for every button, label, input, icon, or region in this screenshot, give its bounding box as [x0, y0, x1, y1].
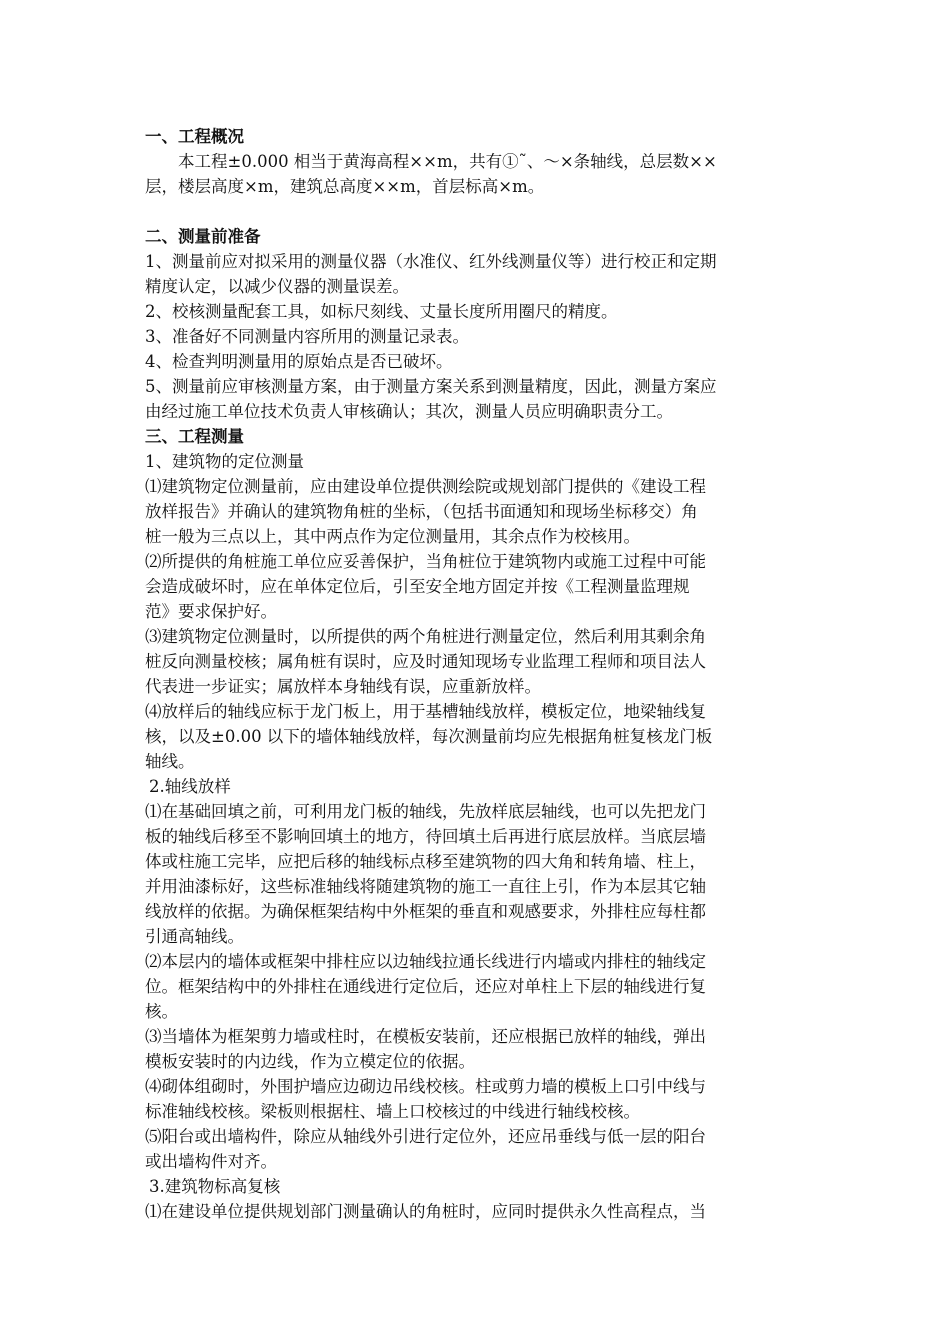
- positioning-item-1-line: 桩一般为三点以上，其中两点作为定位测量用，其余点作为校核用。: [145, 527, 640, 546]
- positioning-item-2-line: 会造成破坏时，应在单体定位后，引至安全地方固定并按《工程测量监理规: [145, 577, 690, 596]
- subsection-title-axis: 2.轴线放样: [149, 777, 231, 796]
- axis-item-5-line: 或出墙构件对齐。: [145, 1152, 277, 1171]
- prep-item-1-line: 1、测量前应对拟采用的测量仪器（水准仪、红外线测量仪等）进行校正和定期: [145, 252, 717, 271]
- subsection-title-positioning: 1、建筑物的定位测量: [145, 452, 304, 471]
- positioning-item-2-line: 范》要求保护好。: [145, 602, 277, 621]
- axis-item-1-line: 线放样的依据。为确保框架结构中外框架的垂直和观感要求，外排柱应每柱都: [145, 902, 706, 921]
- prep-item-5-line: 5、测量前应审核测量方案，由于测量方案关系到测量精度，因此，测量方案应: [145, 377, 717, 396]
- prep-item-4-line: 4、检查判明测量用的原始点是否已破坏。: [145, 352, 453, 371]
- axis-item-1-line: ⑴在基础回填之前，可利用龙门板的轴线，先放样底层轴线，也可以先把龙门: [145, 802, 706, 821]
- positioning-item-4-line: 轴线。: [145, 752, 195, 771]
- overview-text-line: 本工程±0.000 相当于黄海高程××m，共有①˜、～×条轴线，总层数××: [178, 152, 717, 171]
- positioning-item-1-line: ⑴建筑物定位测量前，应由建设单位提供测绘院或规划部门提供的《建设工程: [145, 477, 706, 496]
- axis-item-1-line: 引通高轴线。: [145, 927, 244, 946]
- prep-item-5-line: 由经过施工单位技术负责人审核确认；其次，测量人员应明确职责分工。: [145, 402, 673, 421]
- axis-item-1-line: 体或柱施工完毕，应把后移的轴线标点移至建筑物的四大角和转角墙、柱上，: [145, 852, 706, 871]
- axis-item-3-line: 模板安装时的内边线，作为立模定位的依据。: [145, 1052, 475, 1071]
- overview-text-line: 层，楼层高度×m，建筑总高度××m，首层标高×m。: [145, 177, 545, 196]
- axis-item-4-line: ⑷砌体组砌时，外围护墙应边砌边吊线校核。柱或剪力墙的模板上口引中线与: [145, 1077, 706, 1096]
- section-heading-survey: 三、工程测量: [145, 427, 244, 446]
- positioning-item-1-line: 放样报告》并确认的建筑物角桩的坐标，（包括书面通知和现场坐标移交）角: [145, 502, 698, 521]
- axis-item-2-line: 位。框架结构中的外排柱在通线进行定位后，还应对单柱上下层的轴线进行复: [145, 977, 706, 996]
- positioning-item-3-line: 桩反向测量校核；属角桩有误时，应及时通知现场专业监理工程师和项目法人: [145, 652, 706, 671]
- prep-item-3-line: 3、准备好不同测量内容所用的测量记录表。: [145, 327, 469, 346]
- axis-item-2-line: ⑵本层内的墙体或框架中排柱应以边轴线拉通长线进行内墙或内排柱的轴线定: [145, 952, 706, 971]
- section-heading-preparation: 二、测量前准备: [145, 227, 261, 246]
- positioning-item-3-line: 代表进一步证实；属放样本身轴线有误，应重新放样。: [145, 677, 541, 696]
- axis-item-4-line: 标准轴线校核。梁板则根据柱、墙上口校核过的中线进行轴线校核。: [145, 1102, 640, 1121]
- axis-item-2-line: 核。: [145, 1002, 178, 1021]
- section-heading-overview: 一、工程概况: [145, 127, 244, 146]
- prep-item-2-line: 2、校核测量配套工具，如标尺刻线、丈量长度所用圈尺的精度。: [145, 302, 618, 321]
- elevation-item-1-line: ⑴在建设单位提供规划部门测量确认的角桩时，应同时提供永久性高程点，当: [145, 1202, 706, 1221]
- positioning-item-2-line: ⑵所提供的角桩施工单位应妥善保护，当角桩位于建筑物内或施工过程中可能: [145, 552, 706, 571]
- positioning-item-4-line: 核，以及±0.00 以下的墙体轴线放样，每次测量前均应先根据角桩复核龙门板: [145, 727, 713, 746]
- axis-item-1-line: 并用油漆标好，这些标准轴线将随建筑物的施工一直往上引，作为本层其它轴: [145, 877, 706, 896]
- blank-spacer: [145, 199, 810, 224]
- axis-item-5-line: ⑸阳台或出墙构件，除应从轴线外引进行定位外，还应吊垂线与低一层的阳台: [145, 1127, 706, 1146]
- positioning-item-4-line: ⑷放样后的轴线应标于龙门板上，用于基槽轴线放样，模板定位，地梁轴线复: [145, 702, 706, 721]
- prep-item-1-line: 精度认定，以减少仪器的测量误差。: [145, 277, 409, 296]
- document-page: [145, 124, 810, 1224]
- axis-item-3-line: ⑶当墙体为框架剪力墙或柱时，在模板安装前，还应根据已放样的轴线，弹出: [145, 1027, 706, 1046]
- positioning-item-3-line: ⑶建筑物定位测量时，以所提供的两个角桩进行测量定位，然后利用其剩余角: [145, 627, 706, 646]
- axis-item-1-line: 板的轴线后移至不影响回填土的地方，待回填土后再进行底层放样。当底层墙: [145, 827, 706, 846]
- subsection-title-elevation: 3.建筑物标高复核: [149, 1177, 281, 1196]
